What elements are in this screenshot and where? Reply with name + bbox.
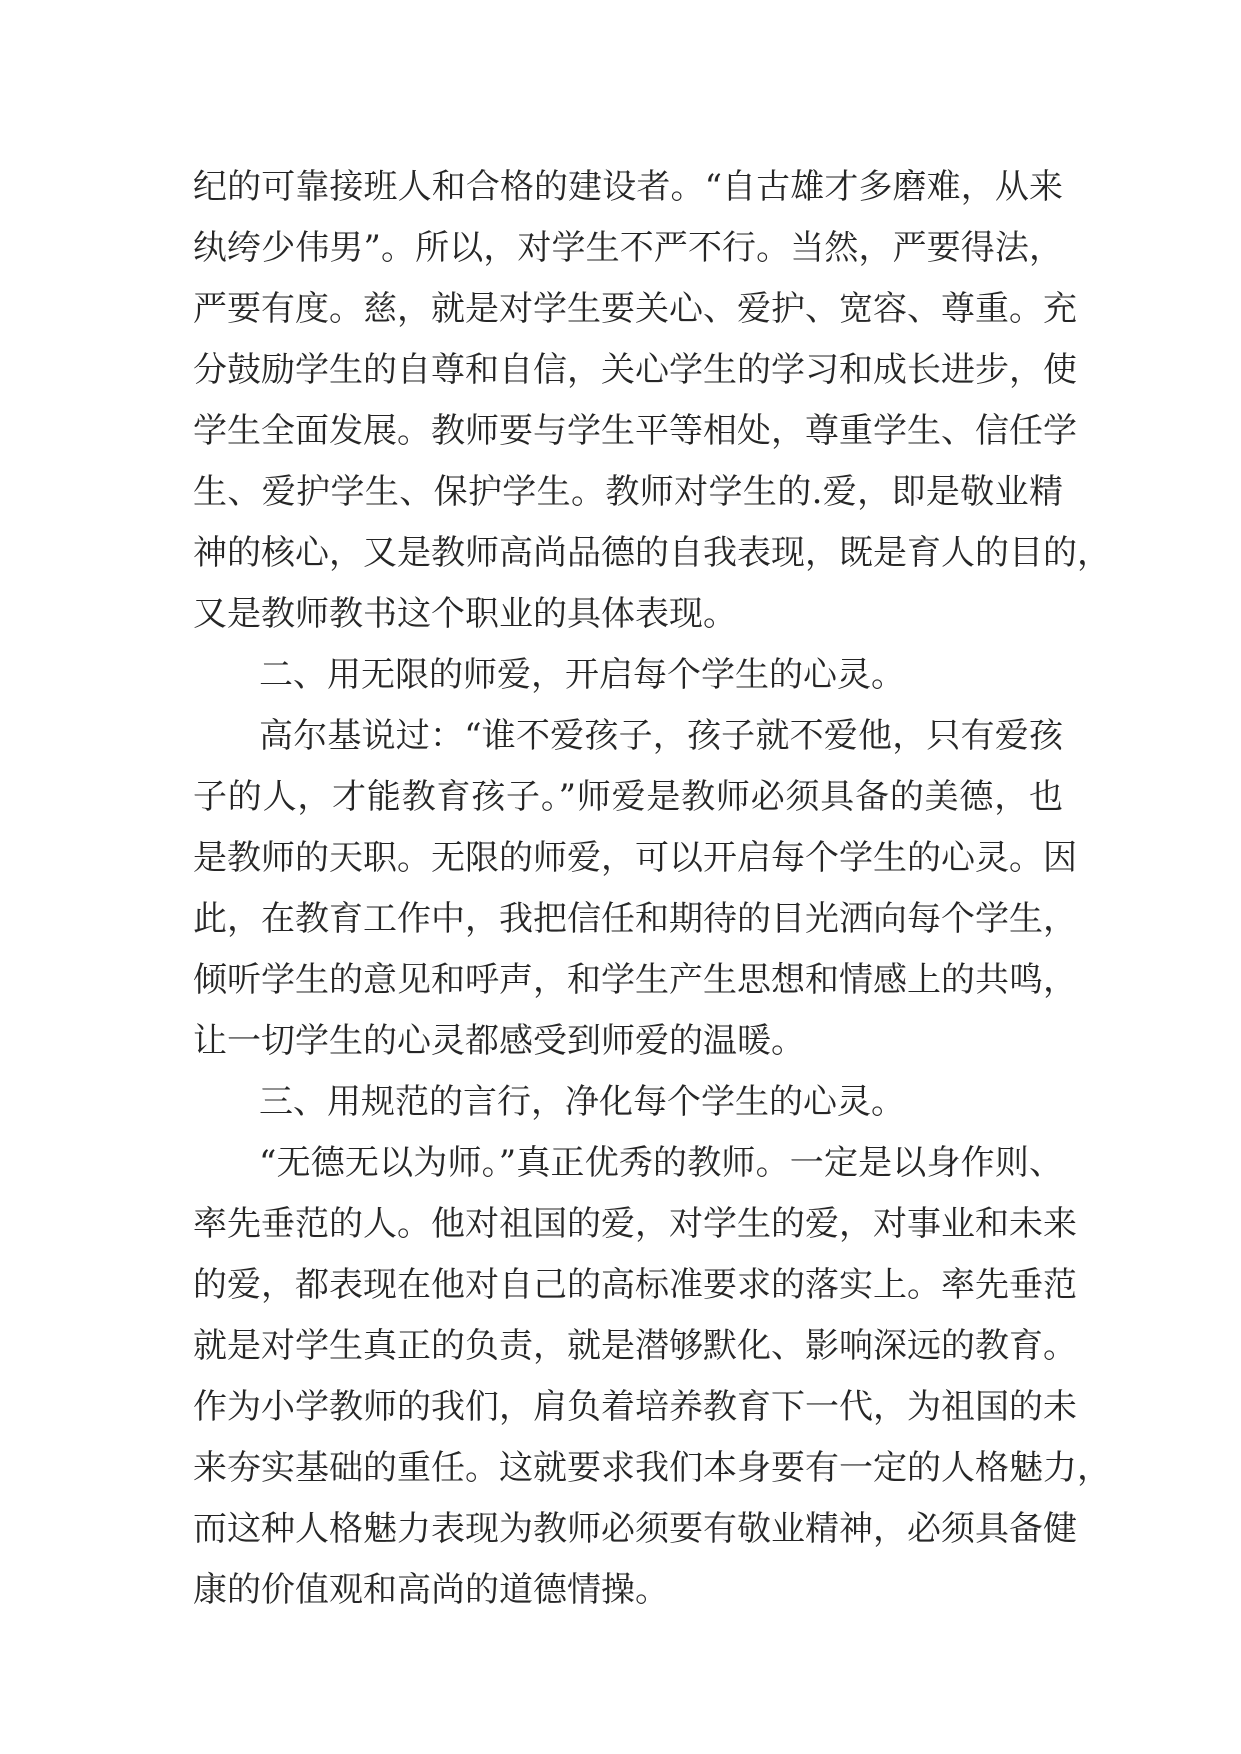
text-line: 学生全面发展。教师要与学生平等相处，尊重学生、信任学	[193, 411, 1077, 451]
text-line: 生、爱护学生、保护学生。教师对学生的.爱，即是敬业精	[193, 472, 1063, 512]
text-line: 率先垂范的人。他对祖国的爱，对学生的爱，对事业和未来	[193, 1204, 1077, 1244]
text-line: 神的核心，又是教师高尚品德的自我表现，既是育人的目的，	[193, 533, 1111, 573]
text-line: 来夯实基础的重任。这就要求我们本身要有一定的人格魅力，	[193, 1448, 1111, 1488]
text-line: 高尔基说过：“谁不爱孩子，孩子就不爱他，只有爱孩	[259, 716, 1063, 756]
text-line: 纨绔少伟男”。所以，对学生不严不行。当然，严要得法，	[193, 228, 1063, 268]
text-line: “无德无以为师。”真正优秀的教师。一定是以身作则、	[259, 1143, 1063, 1183]
text-line: 康的价值观和高尚的道德情操。	[193, 1570, 669, 1610]
text-line: 的爱，都表现在他对自己的高标准要求的落实上。率先垂范	[193, 1265, 1077, 1305]
text-line: 倾听学生的意见和呼声，和学生产生思想和情感上的共鸣，	[193, 960, 1077, 1000]
text-line: 子的人，才能教育孩子。”师爱是教师必须具备的美德，也	[193, 777, 1063, 817]
text-line: 又是教师教书这个职业的具体表现。	[193, 594, 737, 634]
text-line: 让一切学生的心灵都感受到师爱的温暖。	[193, 1021, 805, 1061]
section-heading: 三、用规范的言行，净化每个学生的心灵。	[259, 1082, 905, 1122]
text-line: 而这种人格魅力表现为教师必须要有敬业精神，必须具备健	[193, 1509, 1077, 1549]
text-line: 此，在教育工作中，我把信任和期待的目光洒向每个学生，	[193, 899, 1077, 939]
text-line: 就是对学生真正的负责，就是潜够默化、影响深远的教育。	[193, 1326, 1077, 1366]
text-line: 是教师的天职。无限的师爱，可以开启每个学生的心灵。因	[193, 838, 1077, 878]
text-line: 分鼓励学生的自尊和自信，关心学生的学习和成长进步，使	[193, 350, 1077, 390]
text-line: 作为小学教师的我们，肩负着培养教育下一代，为祖国的未	[193, 1387, 1077, 1427]
section-heading: 二、用无限的师爱，开启每个学生的心灵。	[259, 655, 905, 695]
text-line: 严要有度。慈，就是对学生要关心、爱护、宽容、尊重。充	[193, 289, 1077, 329]
body-text	[193, 157, 1111, 1621]
text-line: 纪的可靠接班人和合格的建设者。“自古雄才多磨难，从来	[193, 167, 1063, 207]
